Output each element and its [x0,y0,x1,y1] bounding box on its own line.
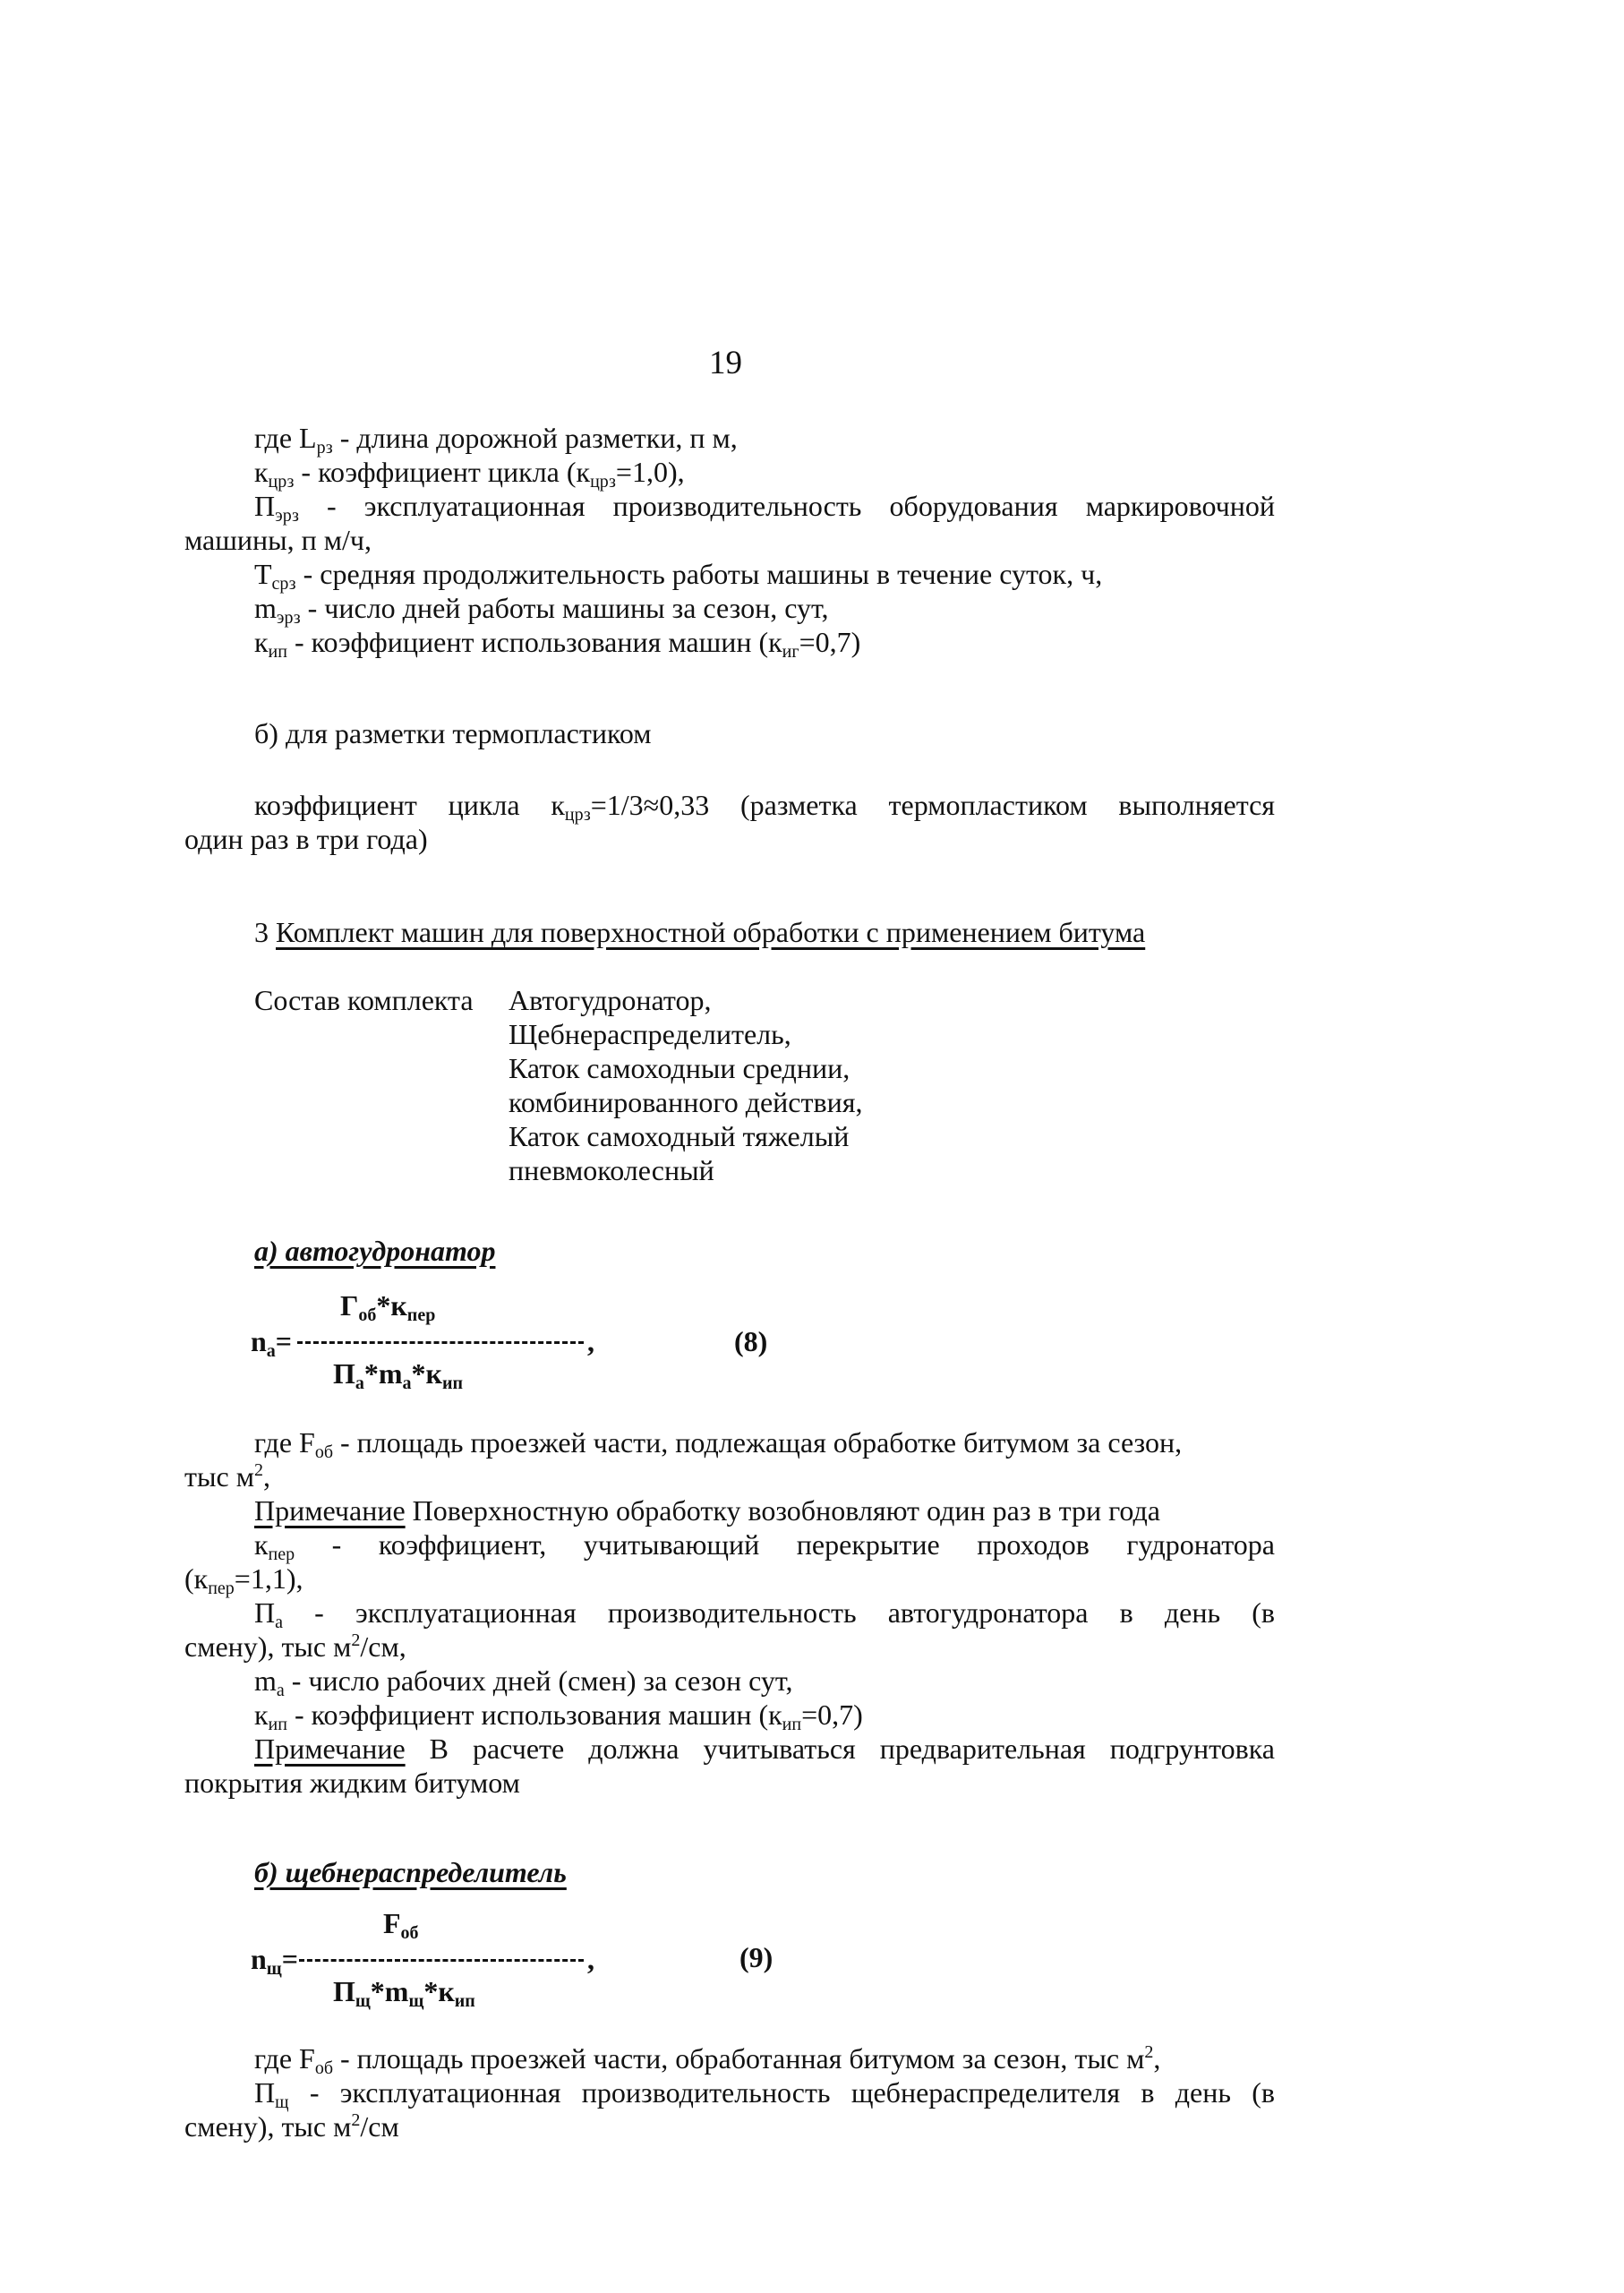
formula-9-number: (9) [739,1941,774,1973]
composition-item: пневмоколесный [509,1154,714,1186]
composition-item: Каток самоходный тяжелый [509,1120,850,1152]
formula-8-numerator: $Г_{об}*к_{пер}$ [340,1289,436,1325]
definition-line-productivity-cont: машины, п м/ч, [184,524,372,556]
where-line-spreader-productivity-cont: смену), тыс $м^2/см$ [184,2110,399,2143]
formula-8-lhs: $n_а=$ [251,1325,293,1361]
where-line-usage: $к_{ип}$ - коэффициент использования машин $(к_{ип}=0,7)$ [254,1698,863,1734]
where-line-workdays: $m_а$ - число рабочих дней (смен) за сезон сут, [254,1664,793,1700]
definition-line-days: $m_{эрз}$ - число дней работы машины за сезон, сут, [254,592,829,628]
formula-9 [251,1907,752,2011]
formula-8-denominator: $П_а*m_а*к_{ип}$ [333,1357,464,1393]
where-line-area: где $F_{об}$ - площадь проезжей части, подлежащая обработке битумом за сезон, [254,1426,1183,1462]
composition-label: Состав комплекта [254,984,474,1016]
composition-item: комбинированного действия, [509,1086,863,1118]
thermoplastic-cycle-line-cont: один раз в три года) [184,823,428,855]
formula-8-trailing-comma: , [587,1325,594,1357]
definition-line-productivity: $П_{эрз}$ - эксплуатационная производительность оборудования маркировочной [254,490,1275,526]
thermoplastic-cycle-line: коэффициент цикла $к_{црз}=1/3\approx 0,33$ (разметка термопластиком выполняется [254,789,1276,825]
composition-item: Щебнераспределитель, [509,1018,791,1050]
note-1: Примечание Поверхностную обработку возобновляют один раз в три года [254,1494,1160,1527]
page-number: 19 [709,345,742,381]
section-3-title: 3 Комплект машин для поверхностной обработки с применением битума [254,916,1146,948]
formula-9-lhs: $n_щ=$ [251,1943,298,1979]
note-2: Примечание В расчете должна учитываться предварительная подгрунтовка [254,1733,1275,1765]
definition-line-usage: $к_{ип}$ - коэффициент использования машин $(к_{иг}=0,7)$ [254,626,861,662]
where-line-productivity: $П_а$ - эксплуатационная производительность автогудронатора в день (в [254,1596,1275,1632]
formula-8 [251,1289,752,1393]
autogudronator-heading: а) автогудронатор [254,1235,496,1267]
composition-item: Каток самоходныи среднии, [509,1052,850,1084]
where-line-area-cont: тыс $м^2$, [184,1460,270,1493]
chip-spreader-heading: б) щебнераспределитель [254,1856,567,1888]
formula-9-trailing-comma: , [587,1943,594,1975]
formula-9-denominator: $П_щ*m_щ*к_{ип}$ [333,1975,475,2011]
thermoplastic-heading: б) для разметки термопластиком [254,717,652,749]
formula-8-fraction-bar [297,1341,584,1344]
formula-8-number: (8) [734,1325,768,1357]
where-line-overlap: $к_{пер}$ - коэффициент, учитывающий перекрытие проходов гудронатора [254,1528,1275,1564]
where-line-treated-area: где $F_{об}$ - площадь проезжей части, обработанная битумом за сезон, тыс $м^2$, [254,2042,1161,2078]
formula-9-fraction-bar [299,1959,584,1962]
where-line-productivity-cont: смену), тыс $м^2/см$, [184,1630,406,1663]
composition-item: Автогудронатор, [509,984,712,1016]
where-line-overlap-cont: $(к_{пер}=1,1)$, [184,1562,303,1598]
where-line-spreader-productivity: $П_щ$ - эксплуатационная производительность щебнераспределителя в день (в [254,2076,1275,2112]
formula-9-numerator: $F_{об}$ [383,1907,419,1943]
note-2-cont: покрытия жидким битумом [184,1767,520,1799]
definition-line-duration: $Т_{срз}$ - средняя продолжительность работы машины в течение суток, ч, [254,558,1103,594]
definition-line-cycle: $к_{црз}$ - коэффициент цикла $(к_{црз}=1,0)$, [254,456,685,492]
definition-line-length: где $L_{рз}$ - длина дорожной разметки, п м, [254,422,738,458]
